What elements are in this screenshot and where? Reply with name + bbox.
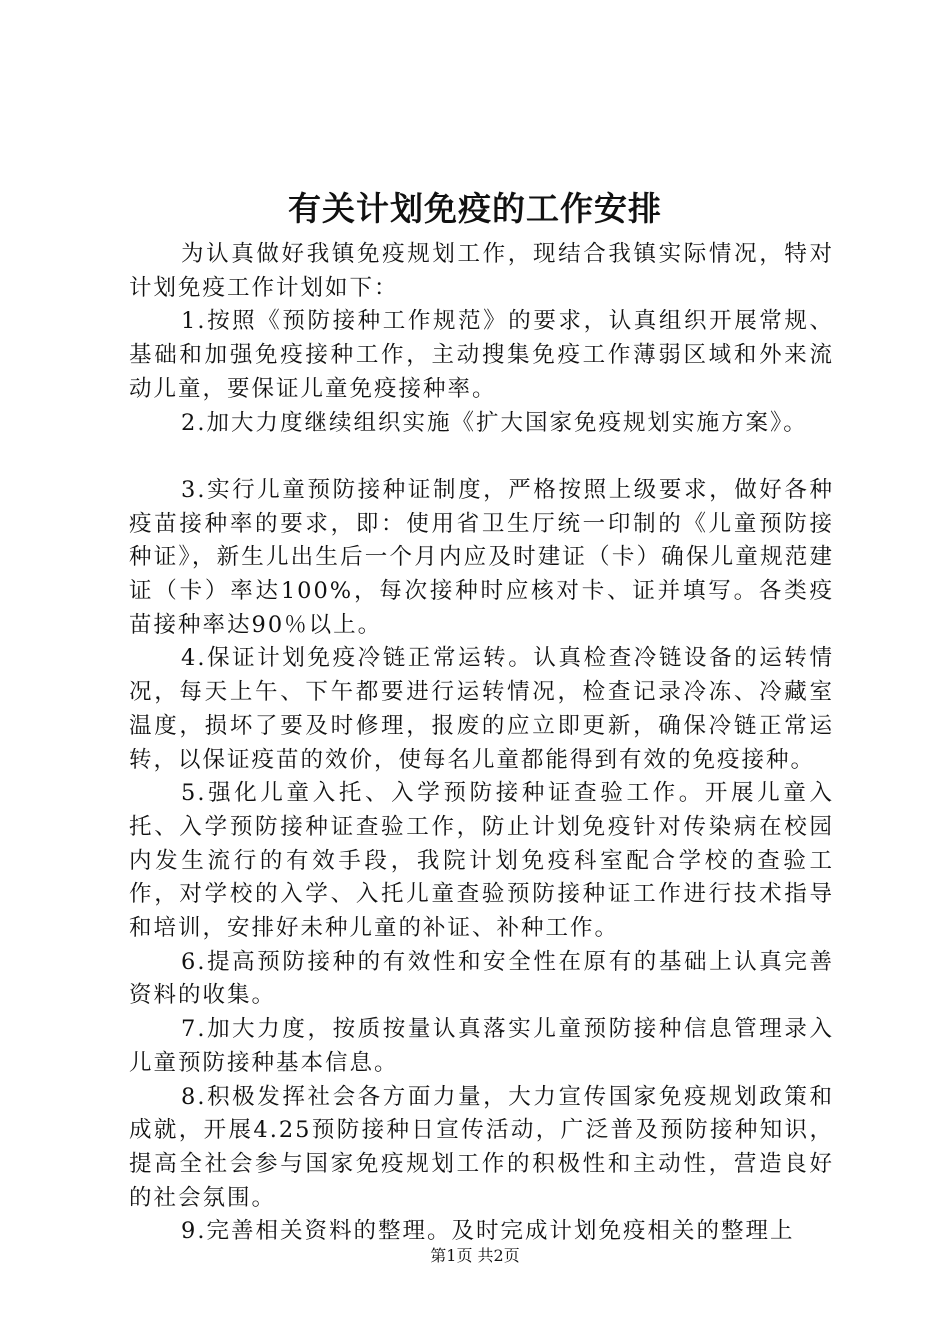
page-number-footer: 第1页 共2页 <box>430 1246 520 1265</box>
item-paragraph-1: 1.按照《预防接种工作规范》的要求，认真组织开展常规、基础和加强免疫接种工作，主动搜集免疫工作薄弱区域和外来流动儿童，要保证儿童免疫接种率。 <box>129 308 834 402</box>
item-paragraph-4: 4.保证计划免疫冷链正常运转。认真检查冷链设备的运转情况，每天上午、下午都要进行运转情况，检查记录冷冻、冷藏室温度，损坏了要及时修理，报废的应立即更新，确保冷链正常运转，以保证疫苗的效价，使每名儿童都能得到有效的免疫接种。 <box>129 645 834 773</box>
item-paragraph-7: 7.加大力度，按质按量认真落实儿童预防接种信息管理录入儿童预防接种基本信息。 <box>129 1016 834 1076</box>
item-paragraph-9: 9.完善相关资料的整理。及时完成计划免疫相关的整理上 <box>181 1218 795 1245</box>
item-paragraph-3: 3.实行儿童预防接种证制度，严格按照上级要求，做好各种疫苗接种率的要求，即：使用省卫生厅统一印制的《儿童预防接种证》，新生儿出生后一个月内应及时建证（卡）确保儿童规范建证（卡）率达100%，每次接种时应核对卡、证并填写。各类疫苗接种率达90％以上。 <box>129 476 834 638</box>
item-paragraph-8: 8.积极发挥社会各方面力量，大力宣传国家免疫规划政策和成就，开展4.25预防接种日宣传活动，广泛普及预防接种知识，提高全社会参与国家免疫规划工作的积极性和主动性，营造良好的社会氛围。 <box>129 1083 834 1211</box>
item-paragraph-2: 2.加大力度继续组织实施《扩大国家免疫规划实施方案》。 <box>181 409 808 436</box>
document-title: 有关计划免疫的工作安排 <box>288 189 662 228</box>
intro-paragraph: 为认真做好我镇免疫规划工作，现结合我镇实际情况，特对计划免疫工作计划如下： <box>129 241 834 301</box>
document-body <box>129 238 834 1249</box>
item-paragraph-5: 5.强化儿童入托、入学预防接种证查验工作。开展儿童入托、入学预防接种证查验工作，防止计划免疫针对传染病在校园内发生流行的有效手段，我院计划免疫科室配合学校的查验工作，对学校的入学、入托儿童查验预防接种证工作进行技术指导和培训，安排好未种儿童的补证、补种工作。 <box>129 780 834 942</box>
item-paragraph-6: 6.提高预防接种的有效性和安全性在原有的基础上认真完善资料的收集。 <box>129 948 834 1009</box>
